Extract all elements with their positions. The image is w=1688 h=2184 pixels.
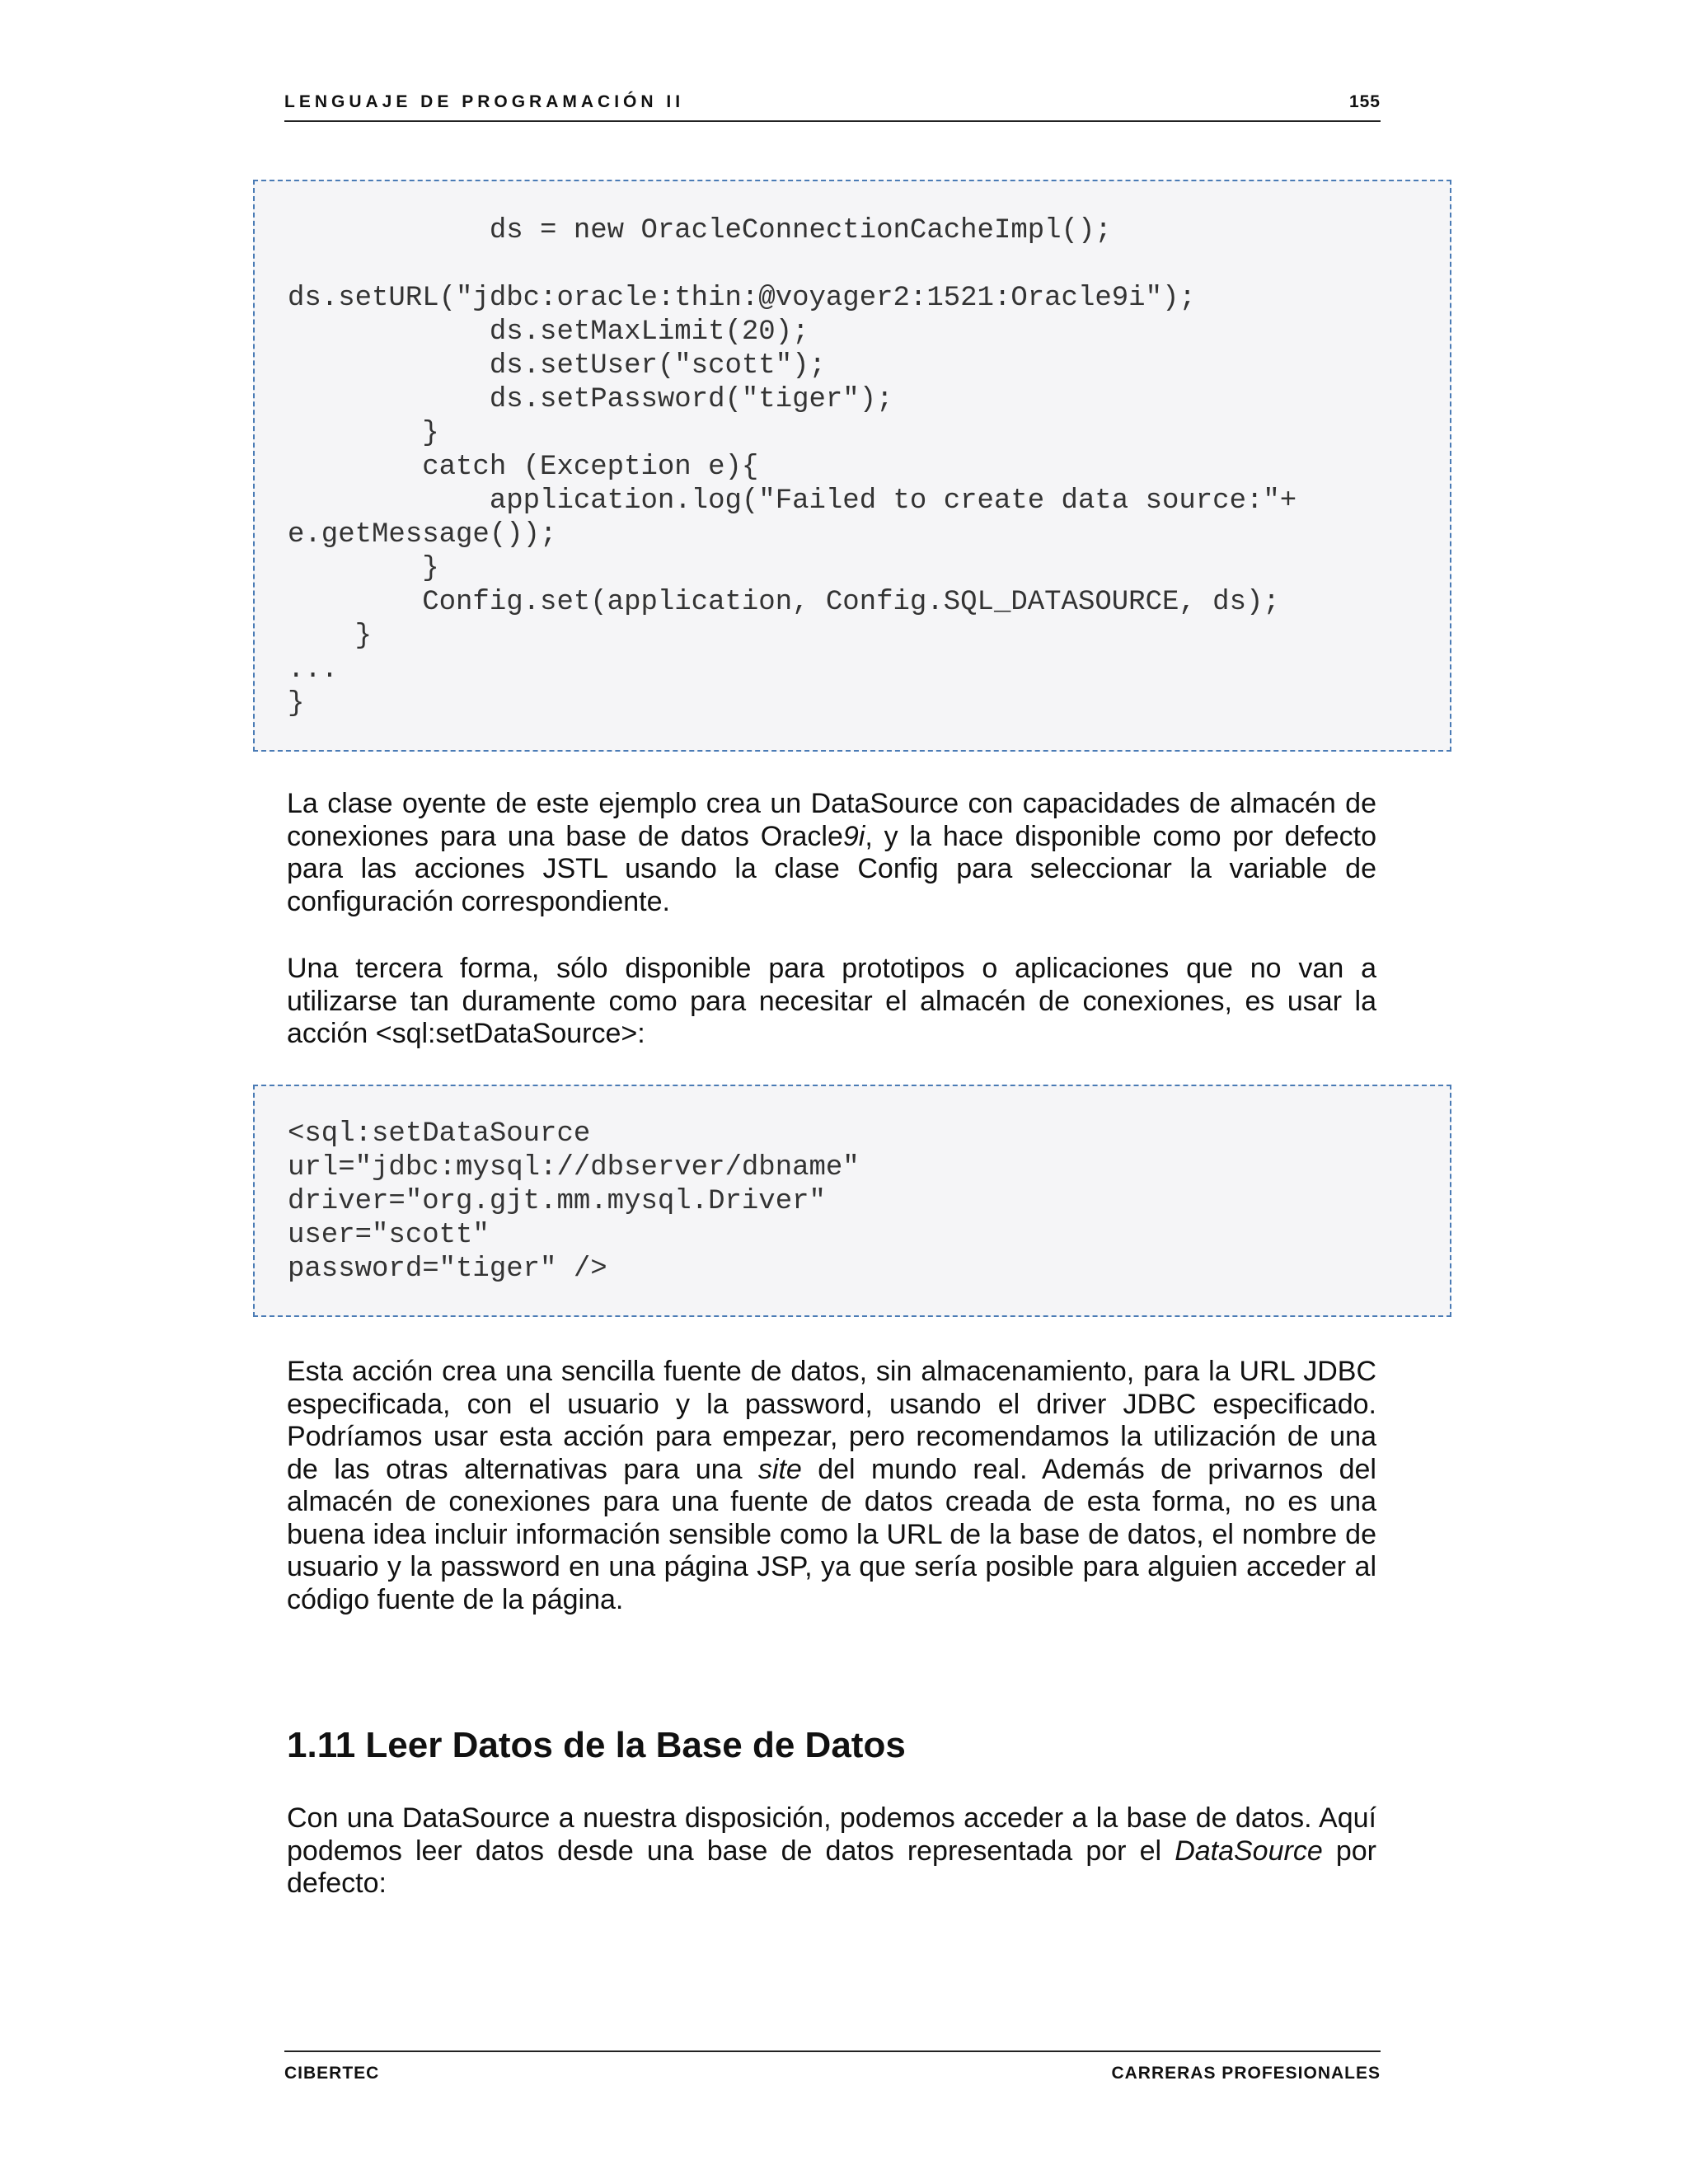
paragraph-listener-description — [287, 788, 1376, 918]
paragraph-1-text-end: , y la hace disponible como por defecto para las acciones JSTL usando la clase Config para seleccionar la variable de configuración correspondiente. — [287, 820, 1377, 917]
page-footer — [284, 2050, 1381, 2083]
page-number: 155 — [1348, 92, 1381, 111]
paragraph-read-data — [287, 1802, 1376, 1900]
footer-left: CIBERTEC — [284, 2064, 380, 2083]
footer-right: CARRERAS PROFESIONALES — [1111, 2064, 1381, 2083]
code-text-java: ds = new OracleConnectionCacheImpl(); ds.setURL("jdbc:oracle:thin:@voyager2:1521:Oracle9i"); ds.setMaxLimit(20); ds.setUser("scott"); ds.setPassword("tiger"); } catch (Exception e){ application.log("Failed to create data source:"+ e.getMessage()); } Config.set(application, Config.SQL_DATASOURCE, ds); } ... } — [288, 215, 1297, 719]
paragraph-1-italic: 9i — [842, 820, 865, 852]
paragraph-4-text-end: por defecto: — [287, 1835, 1377, 1899]
code-block-sql-datasource — [253, 1085, 1451, 1317]
paragraph-4-text: Con una DataSource a nuestra disposición, podemos acceder a la base de datos. Aquí podemos leer datos desde una base de datos representada por el — [287, 1802, 1376, 1867]
code-text-sql: <sql:setDataSource url="jdbc:mysql://dbserver/dbname" driver="org.gjt.mm.mysql.Driver" user="scott" password="tiger" /> — [288, 1118, 860, 1285]
section-heading: 1.11 Leer Datos de la Base de Datos — [287, 1725, 906, 1765]
code-block-java — [253, 180, 1451, 752]
page-header — [284, 92, 1381, 122]
paragraph-action-description — [287, 1356, 1376, 1616]
paragraph-3-italic: site — [757, 1453, 802, 1485]
paragraph-third-way: Una tercera forma, sólo disponible para prototipos o aplicaciones que no van a utilizarse tan duramente como para necesitar el almacén de conexiones, es usar la acción <sql:setDataSource>: — [287, 953, 1376, 1049]
header-title: LENGUAJE DE PROGRAMACIÓN II — [284, 92, 685, 111]
paragraph-4-italic: DataSource — [1175, 1835, 1323, 1867]
paragraph-3-text-end: del mundo real. Además de privarnos del almacén de conexiones para una fuente de datos creada de esta forma, no es una buena idea incluir información sensible como la URL de la base de datos, el nombre de usuario y la password en una página JSP, ya que sería posible para alguien acceder al código fuente de la página. — [287, 1453, 1376, 1615]
paragraph-1-text: La clase oyente de este ejemplo crea un DataSource con capacidades de almacén de conexiones para una base de datos Oracle — [287, 788, 1376, 852]
paragraph-3-text: Esta acción crea una sencilla fuente de datos, sin almacenamiento, para la URL JDBC especificada, con el usuario y la password, usando el driver JDBC especificado. Podríamos usar esta acción para empezar, pero recomendamos la utilización de una de las otras alternativas para una — [287, 1356, 1376, 1485]
